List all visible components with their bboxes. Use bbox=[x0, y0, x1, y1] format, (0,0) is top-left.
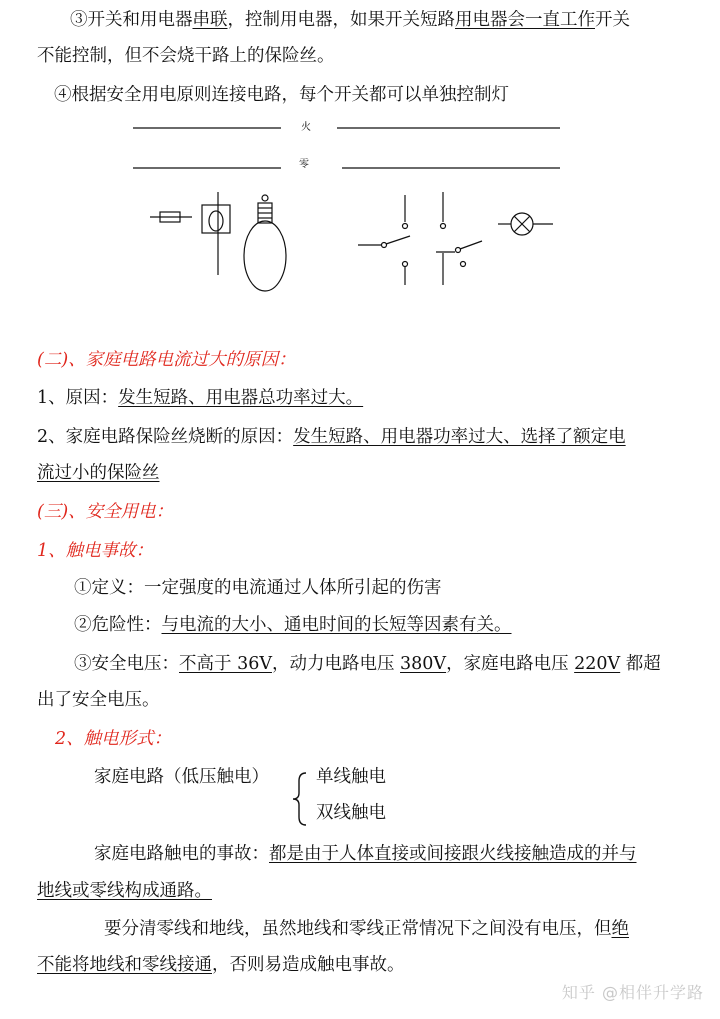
item3-mid: ，控制用电器，如果开关短路 bbox=[227, 10, 455, 30]
brace-icon bbox=[290, 771, 310, 827]
bulb-symbol bbox=[244, 195, 286, 291]
distinguish-line1 bbox=[104, 918, 629, 940]
safe-voltage-value: 不高于 36V bbox=[179, 654, 272, 674]
accident-line1 bbox=[94, 843, 637, 865]
switch-1-symbol bbox=[358, 195, 410, 285]
home-circuit-label: 家庭电路（低压触电） bbox=[94, 767, 269, 787]
item4-text: ④根据安全用电原则连接电路，每个开关都可以单独控制灯 bbox=[54, 85, 509, 105]
item3-underline-series: 串联 bbox=[192, 10, 228, 30]
neutral-wire-label: 零 bbox=[299, 159, 309, 170]
section2-heading: (二)、家庭电路电流过大的原因： bbox=[37, 350, 296, 370]
definition-line: ①定义：一定强度的电流通过人体所引起的伤害 bbox=[74, 578, 442, 598]
item3-prefix: ③开关和用电器 bbox=[70, 10, 193, 30]
accident-value-2: 地线或零线构成通路。 bbox=[37, 881, 212, 901]
accident-line2 bbox=[37, 880, 212, 902]
distinguish-text-1: 要分清零线和地线，虽然地线和零线正常情况下之间没有电压，但 bbox=[104, 919, 612, 939]
danger-label: ②危险性： bbox=[74, 615, 162, 635]
fuse-line1 bbox=[37, 426, 626, 448]
home-voltage-value: 220V bbox=[574, 654, 621, 674]
lamp-symbol bbox=[498, 213, 553, 235]
voltage-mid-2: ，家庭电路电压 bbox=[446, 654, 575, 674]
voltage-line1 bbox=[74, 653, 661, 675]
voltage-label: ③安全电压： bbox=[74, 654, 179, 674]
voltage-suffix: 都超 bbox=[620, 654, 661, 674]
voltage-line2: 出了安全电压。 bbox=[37, 690, 160, 710]
reason-line bbox=[37, 387, 363, 409]
single-wire-shock: 单线触电 bbox=[316, 767, 386, 787]
distinguish-underline-2: 不能将地线和零线接通 bbox=[37, 955, 212, 975]
item3-suffix: 开关 bbox=[595, 10, 630, 30]
socket-symbol bbox=[202, 192, 230, 275]
item3-line2: 不能控制，但不会烧干路上的保险丝。 bbox=[37, 46, 335, 66]
double-wire-shock: 双线触电 bbox=[316, 803, 386, 823]
fuse-line2 bbox=[37, 462, 160, 484]
power-voltage-value: 380V bbox=[400, 654, 447, 674]
reason-label: 1、原因： bbox=[37, 388, 119, 408]
danger-value: 与电流的大小、通电时间的长短等因素有关。 bbox=[161, 615, 512, 635]
section3-heading: (三)、安全用电： bbox=[37, 502, 174, 522]
accident-label: 家庭电路触电的事故： bbox=[94, 844, 269, 864]
fuse-label: 2、家庭电路保险丝烧断的原因： bbox=[37, 427, 294, 447]
shock-forms-heading: 2、触电形式： bbox=[55, 729, 172, 749]
watermark: 知乎 @相伴升学路 bbox=[561, 983, 704, 1002]
reason-value: 发生短路、用电器总功率过大。 bbox=[118, 388, 364, 408]
distinguish-underline-1: 绝 bbox=[611, 919, 629, 939]
item3-underline-always-on: 用电器会一直工作 bbox=[455, 10, 595, 30]
fuse-value-2: 流过小的保险丝 bbox=[37, 463, 160, 483]
distinguish-text-2: ，否则易造成触电事故。 bbox=[212, 955, 405, 975]
distinguish-line2 bbox=[37, 954, 405, 976]
fuse-value-1: 发生短路、用电器功率过大、选择了额定电 bbox=[293, 427, 626, 447]
voltage-mid-1: ，动力电路电压 bbox=[271, 654, 401, 674]
danger-line bbox=[74, 614, 512, 636]
fuse-symbol bbox=[150, 212, 192, 222]
accident-value-1: 都是由于人体直接或间接跟火线接触造成的并与 bbox=[269, 844, 637, 864]
shock-accident-heading: 1、触电事故： bbox=[37, 541, 154, 561]
switch-2-symbol bbox=[436, 192, 482, 285]
live-wire-label: 火 bbox=[301, 122, 311, 133]
